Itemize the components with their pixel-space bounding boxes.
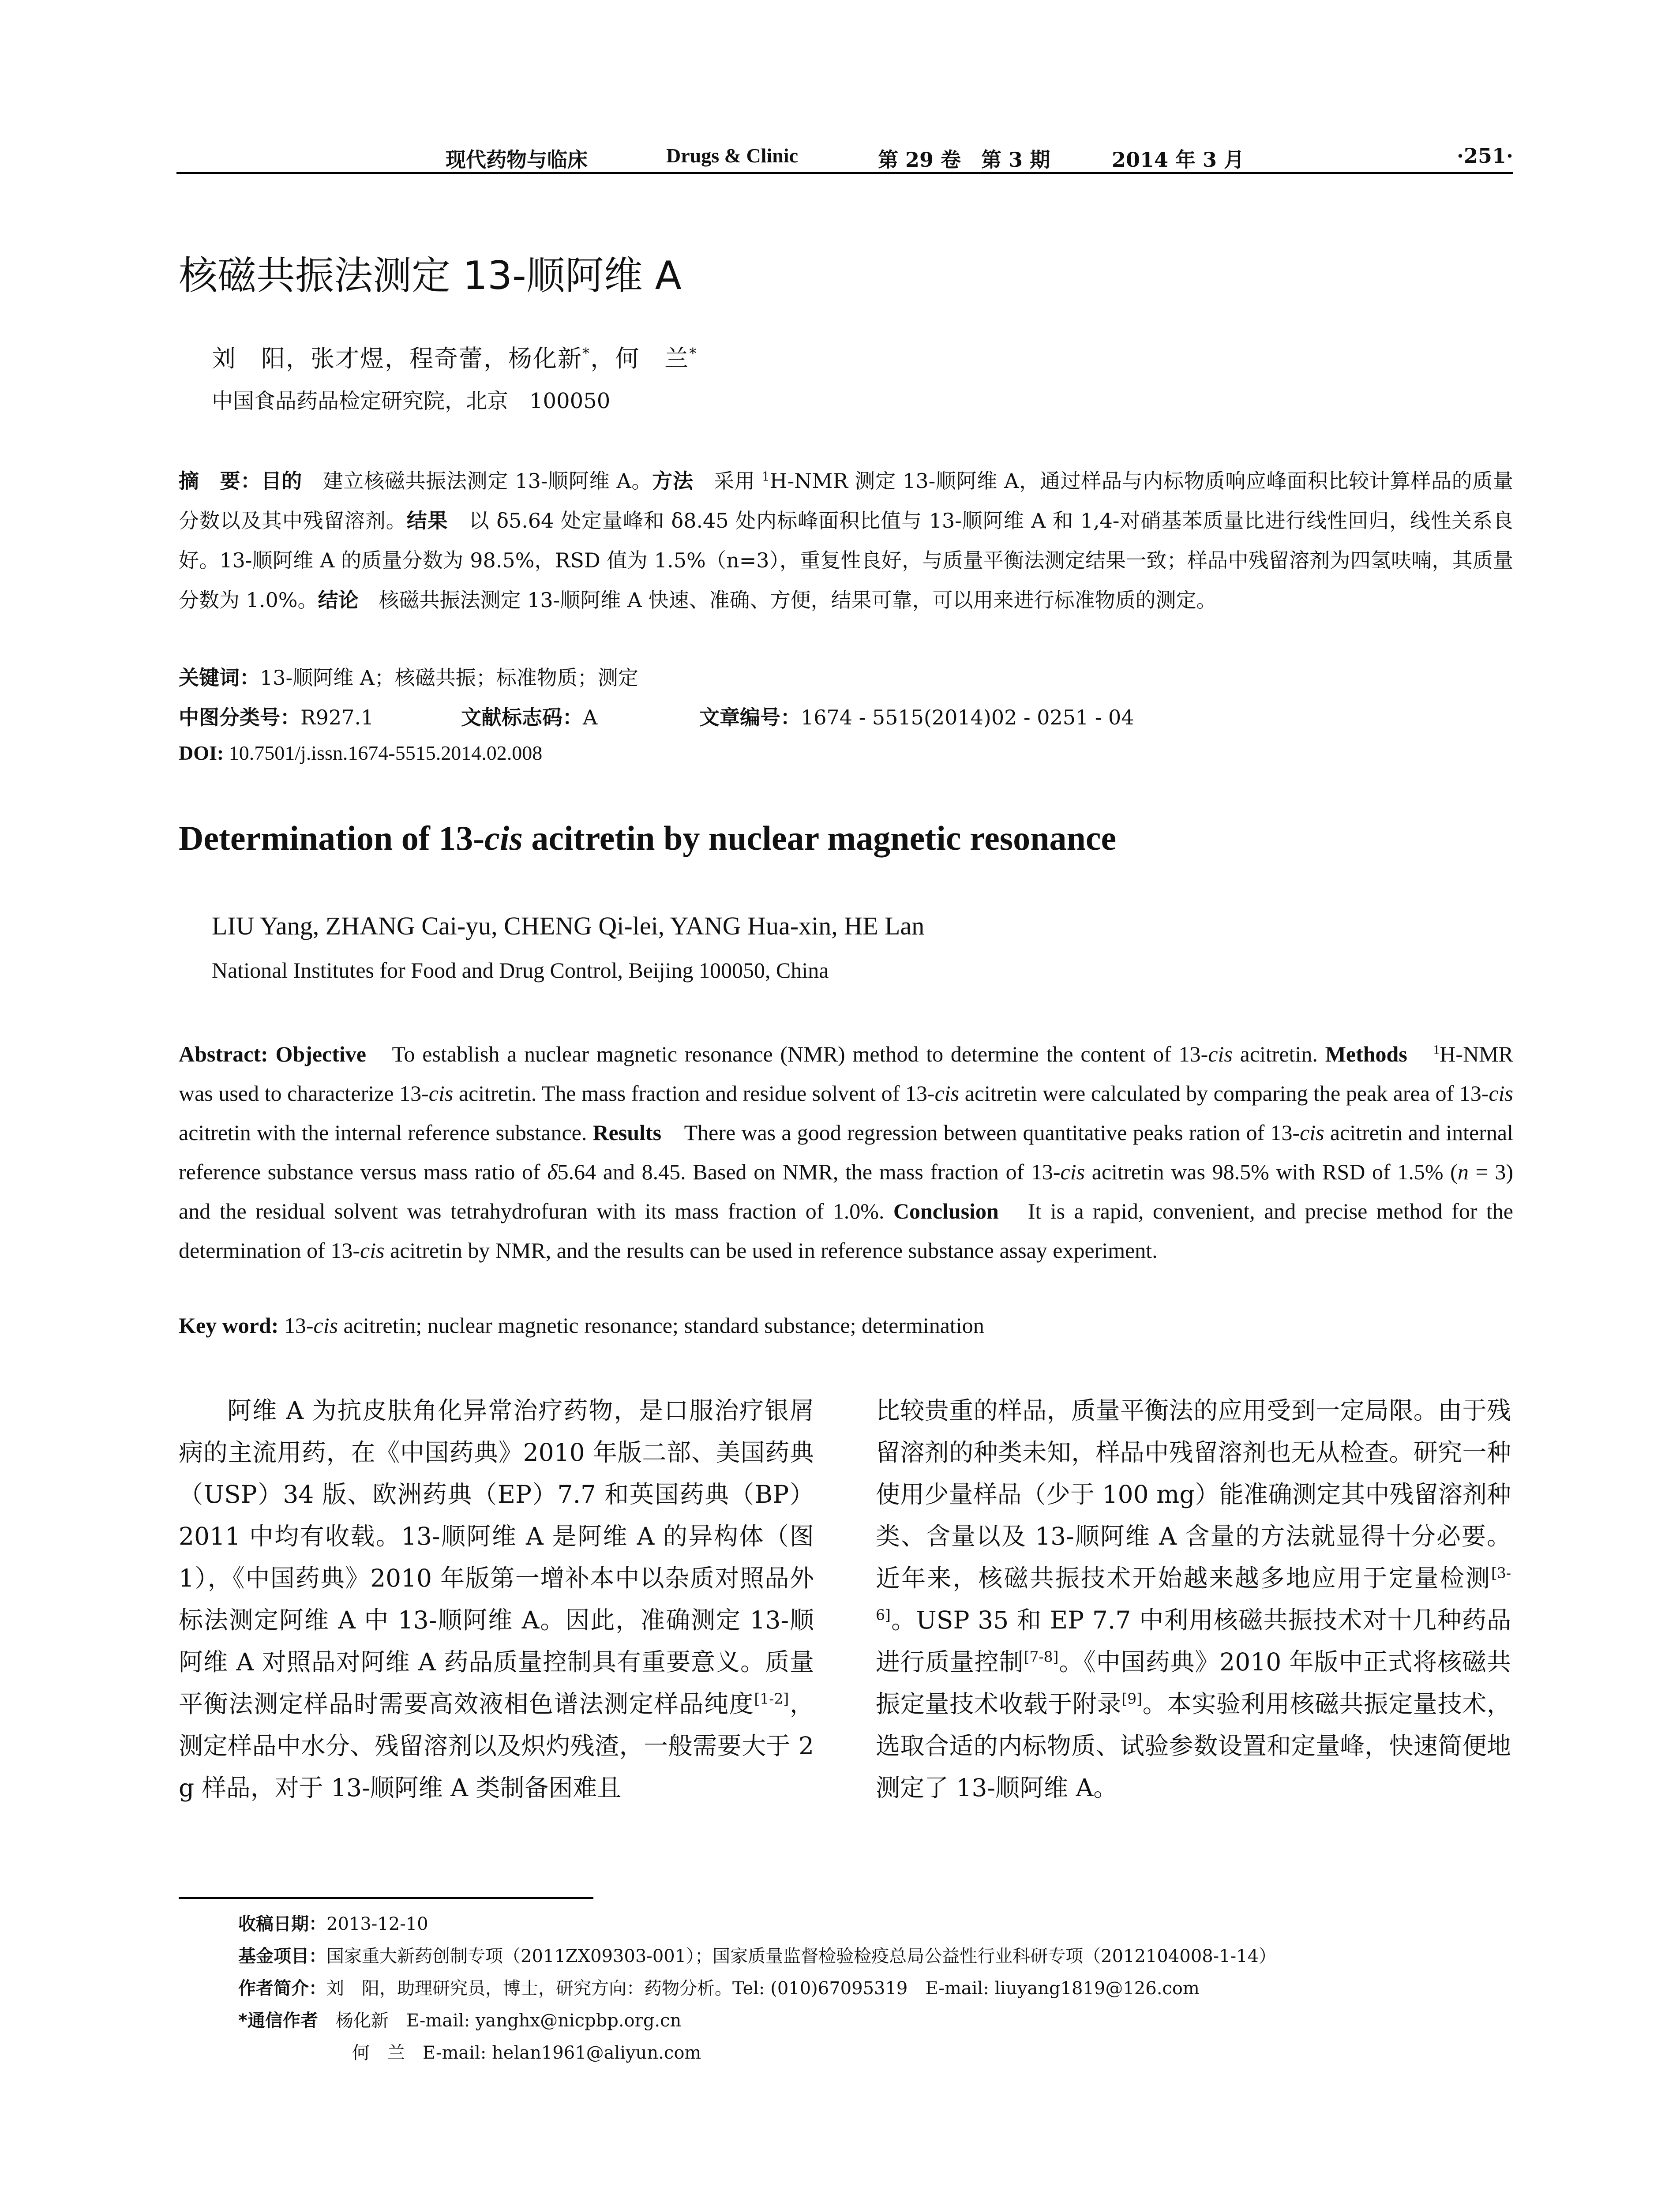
superscript: 1 (1433, 1042, 1440, 1057)
doc-code-value: A (583, 705, 598, 729)
italic-term: cis (313, 1313, 338, 1338)
doc-code-label: 文献标志码： (461, 705, 583, 729)
footnote-value: 杨化新 E-mail: yanghx@nicpbp.org.cn (318, 2011, 682, 2031)
results-en-text: acitretin was 98.5% with RSD of 1.5% ( (1085, 1159, 1458, 1184)
methods-label: 方法 (652, 469, 694, 493)
keywords-zh (179, 662, 638, 691)
abstract-label: 摘 要： (179, 469, 261, 493)
italic-term: cis (1489, 1081, 1514, 1106)
page-number: ·251· (1456, 144, 1513, 168)
footnote-fund (238, 1940, 1513, 1973)
methods-en-text: acitretin. The mass fraction and residue solvent of 13- (453, 1081, 935, 1106)
methods-en-label: Methods (1325, 1042, 1407, 1066)
authors-zh (212, 340, 697, 374)
italic-term: n (1457, 1159, 1469, 1184)
article-title-en (179, 818, 1116, 858)
citation[interactable]: [3-6] (876, 1564, 1511, 1624)
footnote-label: *通信作者 (238, 2011, 318, 2031)
authors-en: LIU Yang, ZHANG Cai-yu, CHENG Qi-lei, YANG Hua-xin, HE Lan (212, 912, 925, 940)
conclusion-en-label: Conclusion (893, 1199, 999, 1223)
methods-en-text: acitretin with the internal reference substance. (179, 1120, 593, 1145)
footnote-label: 基金项目： (238, 1946, 326, 1966)
volume-issue: 第 29 卷 第 3 期 (878, 148, 1050, 172)
body-text: ，测定样品中水分、残留溶剂以及炽灼残渣，一般需要大于 2 g 样品，对于 13-顺阿维 A 类制备困难且 (179, 1690, 814, 1802)
title-en-part: acitretin by nuclear magnetic resonance (522, 819, 1117, 857)
footnotes (238, 1908, 1513, 2069)
doi-label: DOI: (179, 742, 224, 764)
italic-term: cis (360, 1238, 385, 1263)
body-column-right (876, 1390, 1511, 1809)
classification-line (179, 702, 1134, 731)
corresponding-mark: * (689, 345, 698, 362)
objective-label: 目的 (261, 469, 303, 493)
citation[interactable]: [7-8] (1024, 1648, 1059, 1666)
footnote-author (238, 1973, 1513, 2005)
italic-term: cis (1060, 1159, 1085, 1184)
issue-date: 2014 年 3 月 (1112, 148, 1245, 172)
italic-term: cis (428, 1081, 454, 1106)
body-text: 。USP 35 和 EP 7.7 中利用核磁共振技术对十几种药品进行质量控制 (876, 1606, 1511, 1676)
affiliation-en: National Institutes for Food and Drug Control, Beijing 100050, China (212, 958, 829, 983)
keywords-en-text: acitretin; nuclear magnetic resonance; standard substance; determination (338, 1313, 984, 1338)
superscript: 1 (761, 469, 770, 484)
article-number-value: 1674 - 5515(2014)02 - 0251 - 04 (801, 705, 1134, 729)
conclusion-en-text: acitretin by NMR, and the results can be used in reference substance assay experiment. (384, 1238, 1158, 1263)
keywords-en-label: Key word: (179, 1313, 279, 1338)
running-header (176, 137, 1513, 174)
keywords-en (179, 1313, 984, 1338)
article-title-zh: 核磁共振法测定 13-顺阿维 A (179, 253, 682, 298)
abstract-en (179, 1035, 1513, 1270)
body-text: 。本实验利用核磁共振定量技术，选取合适的内标物质、试验参数设置和定量峰，快速简便地测定了 13-顺阿维 A。 (876, 1690, 1511, 1802)
clc-label: 中图分类号： (179, 705, 300, 729)
conclusion-en-text: It is a rapid, convenient, and precise method for the determination of 13- (179, 1199, 1514, 1263)
italic-term: cis (934, 1081, 960, 1106)
objective-en-text: To establish a nuclear magnetic resonance (NMR) method to determine the content of 13- (366, 1042, 1208, 1066)
keywords-en-text: 13- (278, 1313, 314, 1338)
author-names-a: 刘 阳，张才煜，程奇蕾，杨化新 (212, 345, 582, 372)
keywords-text: 13-顺阿维 A；核磁共振；标准物质；测定 (260, 666, 638, 690)
italic-term: δ (547, 1159, 558, 1184)
results-en-text: There was a good regression between quantitative peaks ration of 13- (661, 1120, 1300, 1145)
italic-term: cis (1208, 1042, 1233, 1066)
body-paragraph (876, 1390, 1511, 1809)
footnote-label: 收稿日期： (238, 1914, 326, 1934)
methods-text: 采用 (693, 469, 762, 493)
footnote-corresponding (238, 2005, 1513, 2037)
spacer (1407, 1042, 1433, 1066)
footnote-divider (179, 1897, 593, 1899)
author-names-b: ，何 兰 (590, 345, 690, 372)
citation[interactable]: [9] (1121, 1690, 1143, 1707)
results-en-label: Results (592, 1120, 662, 1145)
footnote-value: 国家重大新药创制专项（2011ZX09303-001）；国家质量监督检验检疫总局公益性行业科研专项（2012104008-1-14） (326, 1946, 1277, 1966)
keywords-label: 关键词： (179, 666, 260, 690)
title-en-italic: cis (484, 819, 523, 857)
journal-name-cn: 现代药物与临床 (446, 148, 588, 172)
footnote-value: 刘 阳，助理研究员，博士，研究方向：药物分析。Tel: (010)67095319 E-mail: liuyang1819@126.com (326, 1978, 1200, 1999)
methods-en-text: acitretin were calculated by comparing the peak area of 13- (959, 1081, 1489, 1106)
affiliation-zh: 中国食品药品检定研究院，北京 100050 (212, 389, 611, 413)
doi-value: 10.7501/j.issn.1674-5515.2014.02.008 (224, 742, 543, 764)
citation[interactable]: [1-2] (754, 1690, 789, 1707)
objective-en-text: acitretin. (1232, 1042, 1325, 1066)
conclusion-text: 核磁共振法测定 13-顺阿维 A 快速、准确、方便，结果可靠，可以用来进行标准物质的测定。 (358, 588, 1217, 612)
conclusion-label: 结论 (318, 588, 359, 612)
objective-en-label: Objective (268, 1042, 366, 1066)
body-text: 阿维 A 为抗皮肤角化异常治疗药物，是口服治疗银屑病的主流用药，在《中国药典》2010 年版二部、美国药典（USP）34 版、欧洲药典（EP）7.7 和英国药典（BP）2011 中均有收载。13-顺阿维 A 是阿维 A 的异构体（图 1），《中国药典》2010 年版第一增补本中以杂质对照品外标法测定阿维 A 中 13-顺阿维 A。因此，准确测定 13-顺阿维 A 对照品对阿维 A 药品质量控制具有重要意义。质量平衡法测定样品时需要高效液相色谱法测定样品纯度 (179, 1396, 814, 1718)
footnote-value: 2013-12-10 (326, 1914, 428, 1934)
clc-value: R927.1 (300, 705, 374, 729)
results-en-text: 5.64 and 8.45. Based on NMR, the mass fraction of 13- (557, 1159, 1061, 1184)
results-text: 以 δ5.64 处定量峰和 δ8.45 处内标峰面积比值与 13-顺阿维 A 和 1,4-对硝基苯质量比进行线性回归，线性关系良好。13-顺阿维 A 的质量分数为 98.5%，RSD 值为 1.5%（n=3），重复性良好，与质量平衡法测定结果一致；样品中残留溶剂为四氢呋喃，其质量分数为 1.0%。 (179, 509, 1514, 612)
results-en-text: = 3) and the residual solvent was tetrahydrofuran with its mass fraction of 1.0%. (179, 1159, 1514, 1223)
abstract-en-label: Abstract: (179, 1042, 268, 1066)
results-label: 结果 (406, 509, 448, 533)
doi (179, 741, 542, 765)
footnote-received (238, 1908, 1513, 1940)
footnote-label: 作者简介： (238, 1978, 326, 1999)
methods-text: H-NMR 测定 13-顺阿维 A，通过样品与内标物质响应峰面积比较计算样品的质量分数以及其中残留溶剂。 (179, 469, 1514, 533)
title-en-part: Determination of 13- (179, 819, 485, 857)
journal-name-en: Drugs & Clinic (666, 144, 798, 167)
body-column-left (179, 1390, 814, 1809)
italic-term: cis (1300, 1120, 1324, 1145)
body-text: 比较贵重的样品，质量平衡法的应用受到一定局限。由于残留溶剂的种类未知，样品中残留溶剂也无从检查。研究一种使用少量样品（少于 100 mg）能准确测定其中残留溶剂种类、含量以及 13-顺阿维 A 含量的方法就显得十分必要。近年来，核磁共振技术开始越来越多地应用于定量检测 (876, 1396, 1511, 1592)
abstract-zh (179, 461, 1513, 620)
methods-en-text: H-NMR was used to characterize 13- (179, 1042, 1513, 1106)
body-paragraph (179, 1390, 814, 1809)
article-number-label: 文章编号： (699, 705, 801, 729)
corresponding-mark: * (582, 345, 591, 362)
results-en-text: acitretin and internal reference substance versus mass ratio of (179, 1120, 1513, 1184)
footnote-corresponding-2: 何 兰 E-mail: helan1961@aliyun.com (352, 2043, 701, 2063)
objective-text: 建立核磁共振法测定 13-顺阿维 A。 (302, 469, 652, 493)
body-text: 。《中国药典》2010 年版中正式将核磁共振定量技术收载于附录 (876, 1648, 1511, 1718)
